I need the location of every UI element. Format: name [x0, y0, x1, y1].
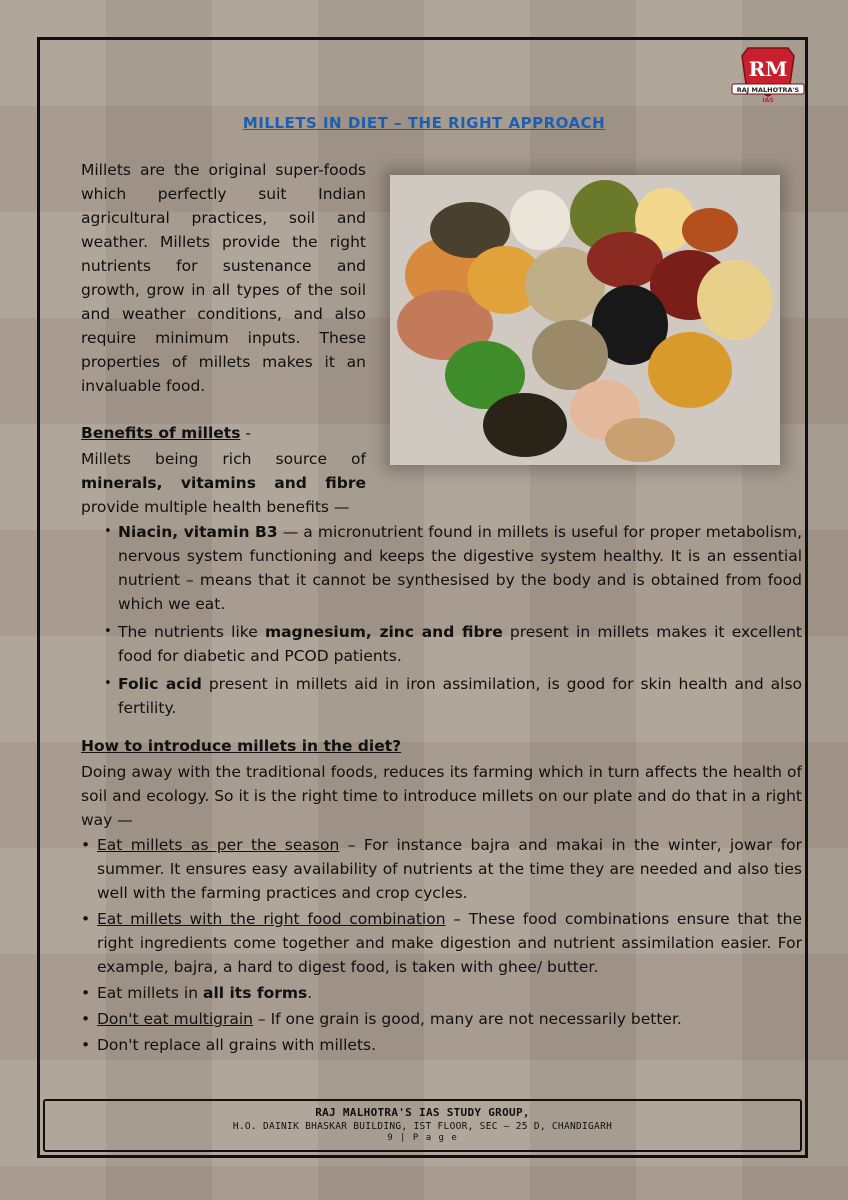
benefit-list	[104, 520, 802, 724]
benefits-intro-pre: Millets being rich source of	[81, 450, 366, 468]
benefits-heading	[81, 424, 251, 442]
list-item: • Don't replace all grains with millets.	[81, 1033, 802, 1057]
raj-malhotra-logo	[728, 44, 808, 104]
list-item: • Don't eat multigrain – If one grain is good, many are not necessarily better.	[81, 1007, 802, 1031]
list-item: • Eat millets as per the season – For instance bajra and makai in the winter, jowar for summer. It ensures easy availability of nutrients at the time they are needed and also ties well with the farming practices and crop cycles.	[81, 833, 802, 905]
millets-photo	[390, 175, 780, 465]
list-item: • Niacin, vitamin B3 — a micronutrient found in millets is useful for proper metabolism, nervous system functioning and keeps the digestive system healthy. It is an essential nutrient – means that it cannot be synthesised by the body and is obtained from food which we eat.	[104, 520, 802, 616]
intro-paragraph: Millets are the original super-foods which perfectly suit Indian agricultural practices, soil and weather. Millets provide the right nutrients for sustenance and growth, grow in all types of the soil and weather conditions, and also require minimum inputs. These properties of millets makes it an invaluable food.	[81, 161, 366, 395]
page-title: MILLETS IN DIET – THE RIGHT APPROACH	[242, 114, 606, 132]
howto-intro: Doing away with the traditional foods, reduces its farming which in turn affects the health of soil and ecology. So it is the right time to introduce millets on our plate and do that in a right way —	[81, 763, 802, 829]
benefits-intro-post: provide multiple health benefits —	[81, 498, 350, 516]
grains-illustration	[390, 175, 780, 465]
list-item: • Eat millets with the right food combination – These food combinations ensure that the right ingredients come together and make digestion and nutrient assimilation easier. For example, bajra, a hard to digest food, is taken with ghee/ butter.	[81, 907, 802, 979]
logo-initials: RM	[748, 57, 788, 81]
tip-list	[81, 833, 802, 1059]
benefits-intro	[81, 447, 366, 519]
howto-heading: How to introduce millets in the diet?	[81, 737, 402, 755]
footer-org: RAJ MALHOTRA'S IAS STUDY GROUP,	[315, 1106, 530, 1119]
logo-sub: IAS	[762, 97, 774, 104]
list-item: • Folic acid present in millets aid in iron assimilation, is good for skin health and also fertility.	[104, 672, 802, 720]
page-number: 9 | P a g e	[387, 1133, 458, 1143]
list-item: • The nutrients like magnesium, zinc and fibre present in millets makes it excellent food for diabetic and PCOD patients.	[104, 620, 802, 668]
benefits-heading-text: Benefits of millets	[81, 424, 241, 442]
benefits-intro-bold: minerals, vitamins and fibre	[81, 474, 366, 492]
footer-address: H.O. DAINIK BHASKAR BUILDING, IST FLOOR, SEC – 25 D, CHANDIGARH	[232, 1121, 613, 1132]
page-footer	[43, 1099, 802, 1152]
logo-text: RAJ MALHOTRA'S	[736, 86, 800, 94]
list-item: • Eat millets in all its forms.	[81, 981, 802, 1005]
benefits-heading-suffix: -	[240, 424, 251, 442]
